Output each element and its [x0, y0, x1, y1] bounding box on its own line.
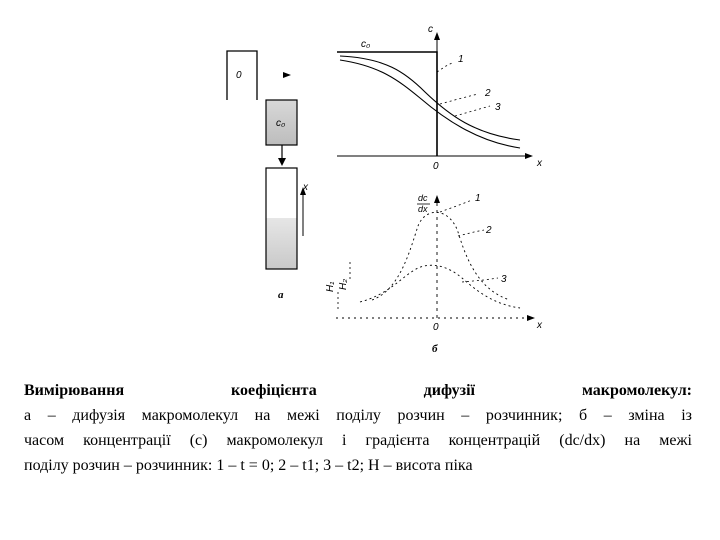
- panel-concentration: [337, 24, 543, 172]
- top-vessel: [227, 51, 257, 100]
- caption-line-3: часом концентрації (c) макромолекул і градієнта концентрацій (dc/dx) на межі: [24, 432, 692, 449]
- curve-2: [340, 56, 520, 140]
- caption-title-word: коефіцієнта: [231, 382, 317, 399]
- curve-1-label: 1: [458, 54, 464, 65]
- origin-top-label: 0: [433, 161, 439, 172]
- height-h1-label: H₁: [325, 281, 336, 292]
- caption-line-2: а – дифузія макромолекул на межі поділу розчин – розчинник; б – зміна із: [24, 407, 692, 424]
- caption-title: [24, 378, 692, 403]
- x-axis-top-label: x: [537, 158, 542, 169]
- dcdx-num-label: dc: [418, 193, 428, 203]
- panel-b-label: б: [432, 343, 438, 355]
- height-h2-label: H₂: [338, 278, 349, 290]
- curve-2-label: 2: [485, 88, 491, 99]
- caption-title-word: макромолекул:: [581, 382, 692, 399]
- panel-a: [227, 51, 309, 301]
- caption-title-word: дифузії: [423, 382, 475, 399]
- x-axis-bottom-label: x: [537, 320, 542, 331]
- panel-a-label: а: [278, 289, 284, 301]
- curve-3-label: 3: [495, 102, 501, 113]
- solution-vessel-label: c₀: [276, 118, 286, 129]
- gradient-curve-1-label: 1: [475, 193, 481, 204]
- right-arrow-icon: [283, 72, 291, 78]
- cell-x-label: x: [303, 182, 308, 193]
- diffusion-cell-lower: [266, 218, 297, 269]
- caption-line-4: поділу розчин – розчинник: 1 – t = 0; 2 – t1; 3 – t2; H – висота піка: [24, 457, 473, 474]
- caption-title-word: Вимірювання: [24, 382, 125, 399]
- down-arrow-icon: [278, 158, 286, 166]
- gradient-curve-3-label: 3: [501, 274, 507, 285]
- top-vessel-label: 0: [236, 70, 242, 81]
- dcdx-den-label: dx: [418, 204, 428, 214]
- gradient-curve-3: [360, 265, 520, 308]
- figure-caption: [24, 378, 692, 478]
- panel-gradient: [325, 193, 543, 355]
- gradient-curve-2-label: 2: [486, 225, 492, 236]
- c-axis-label: c: [428, 24, 433, 35]
- origin-bottom-label: 0: [433, 322, 439, 333]
- curve-1-step: [337, 52, 437, 156]
- c0-label: c₀: [361, 39, 371, 50]
